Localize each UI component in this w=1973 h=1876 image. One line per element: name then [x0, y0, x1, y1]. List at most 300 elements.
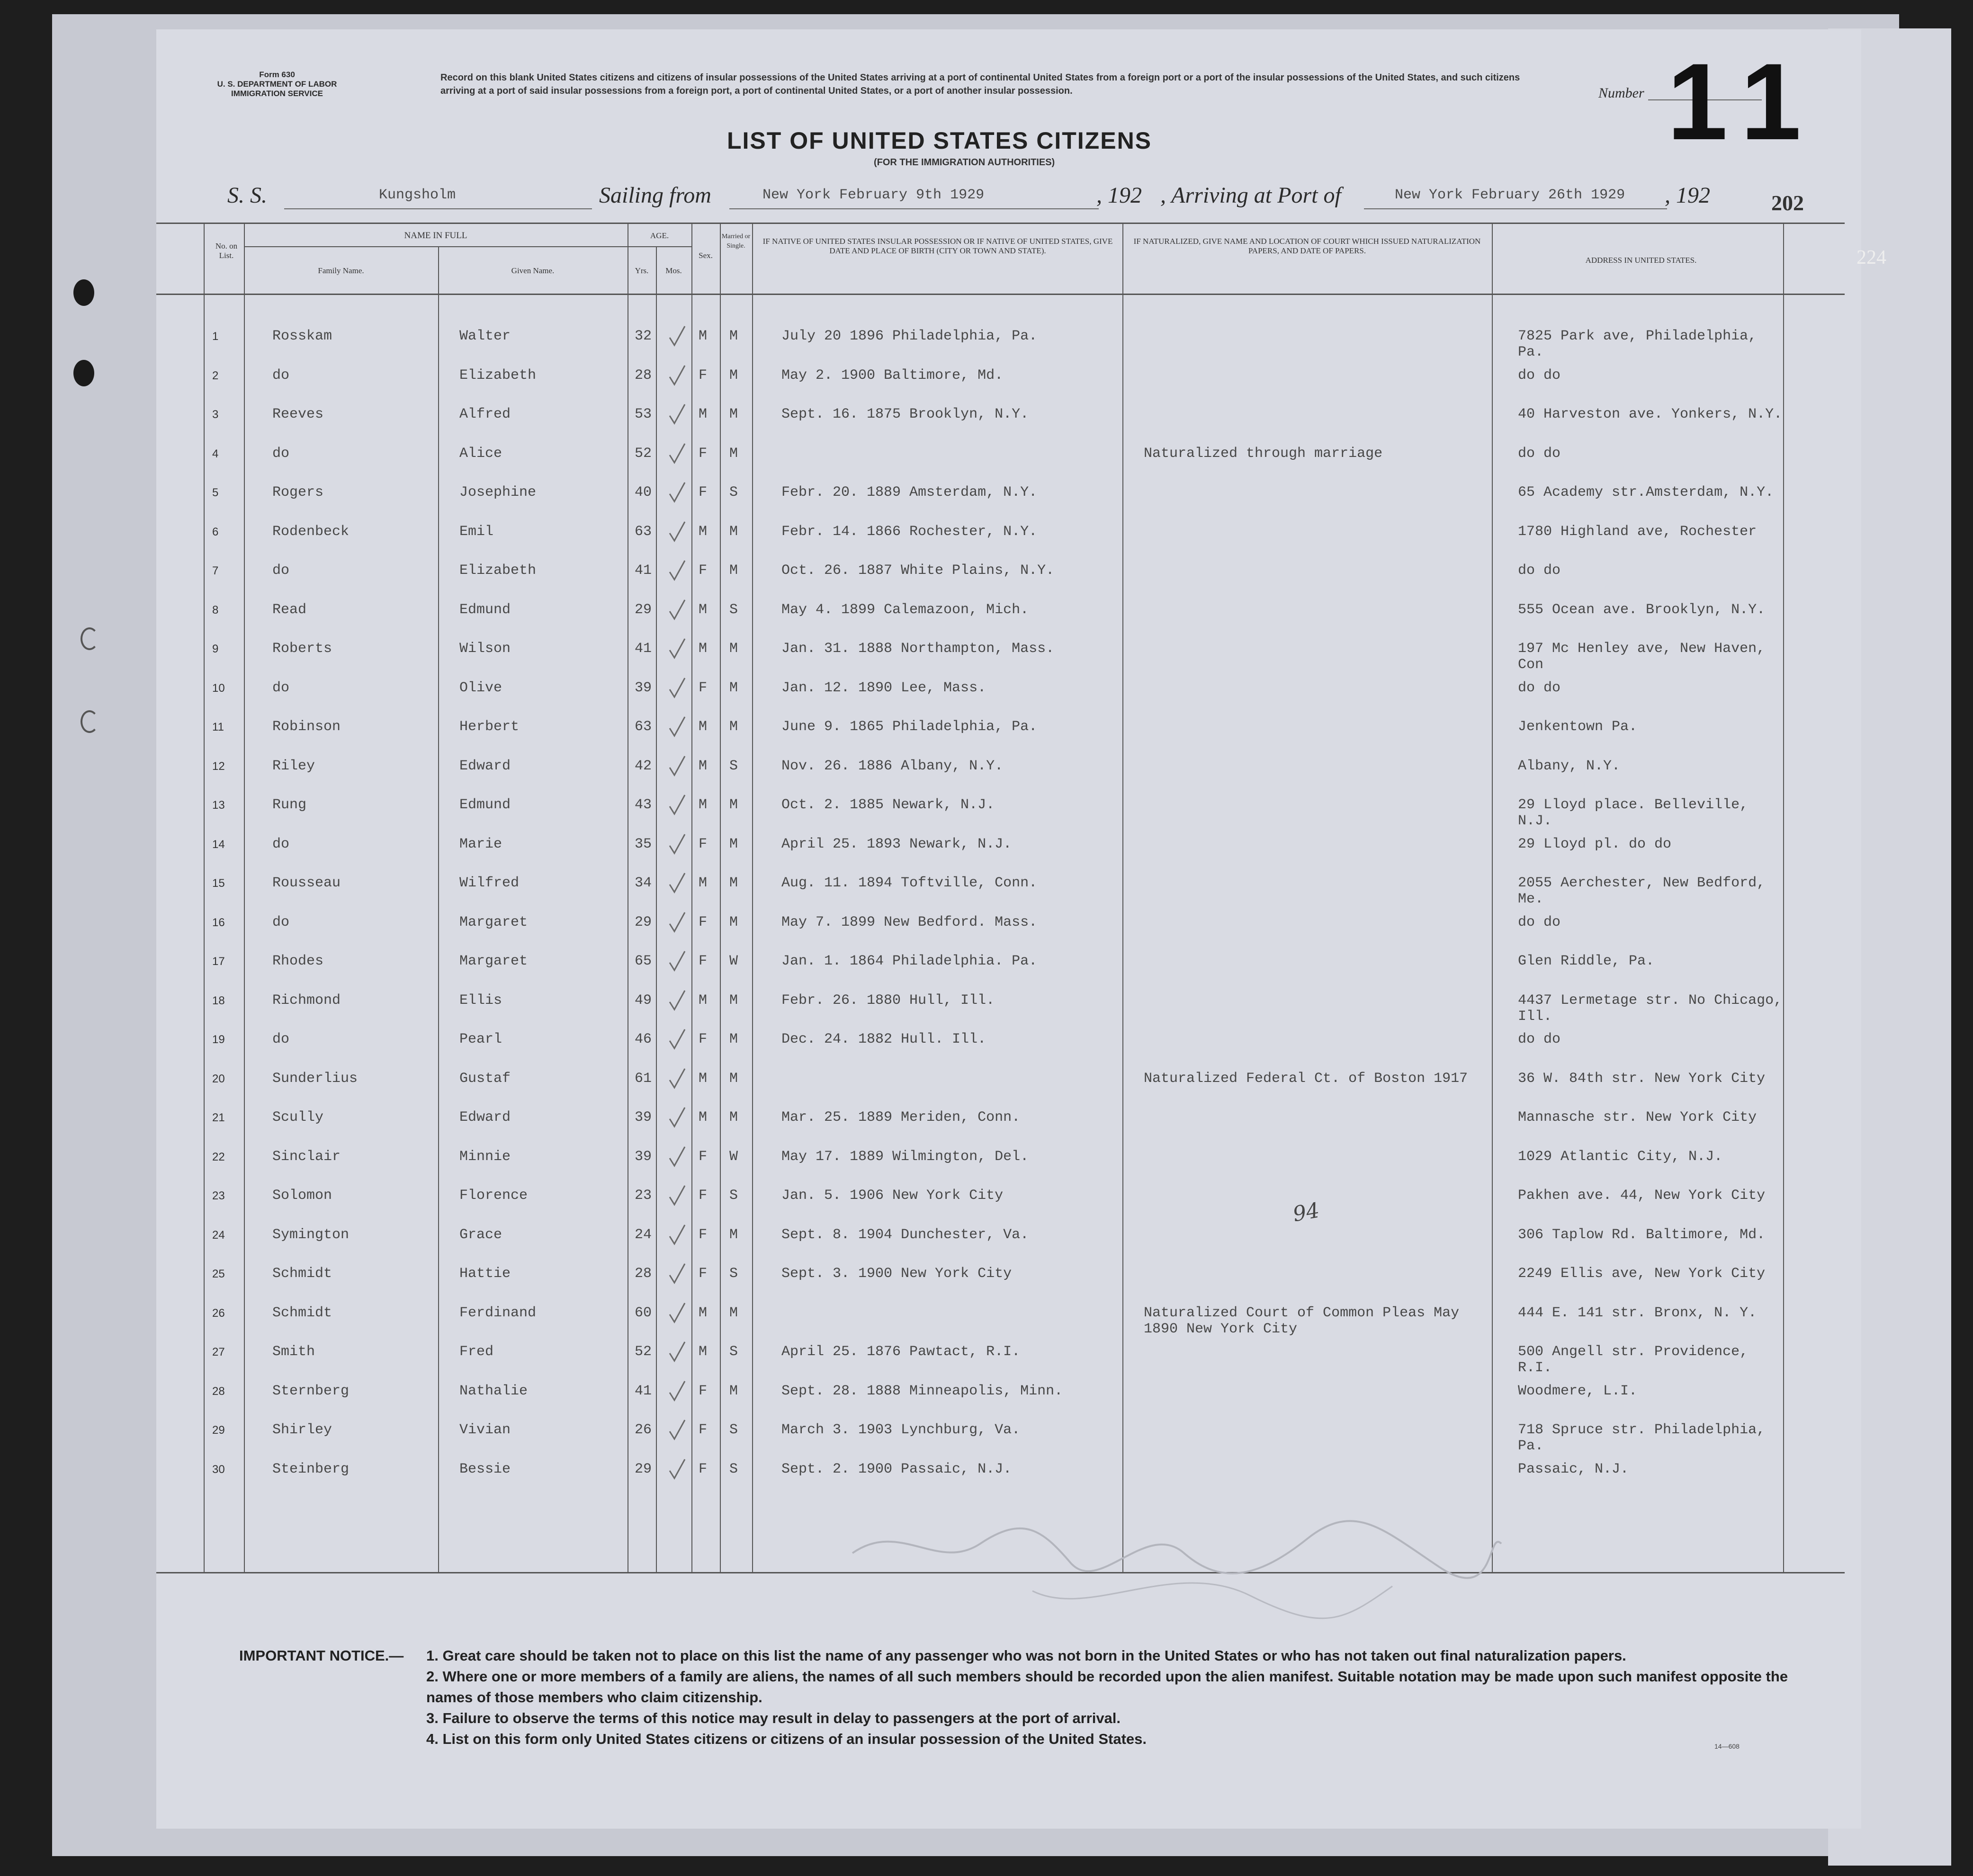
naturalization-info: Naturalized Court of Common Pleas May 1890 New York City — [1144, 1304, 1460, 1337]
sex: F — [699, 836, 708, 852]
table-row — [156, 788, 1845, 827]
family-name: do — [272, 1031, 290, 1047]
table-row — [156, 1257, 1845, 1296]
marital-status: W — [729, 953, 738, 969]
table-header-rule — [156, 294, 1845, 295]
us-address: 7825 Park ave, Philadelphia, Pa. — [1518, 328, 1757, 360]
year-prefix-2: , 192 — [1665, 183, 1710, 208]
table-row — [156, 1453, 1845, 1492]
given-name: Emil — [459, 523, 494, 540]
row-number: 20 — [212, 1072, 225, 1085]
family-name: Riley — [272, 758, 315, 774]
us-address: Albany, N.Y. — [1518, 758, 1621, 774]
family-name: Richmond — [272, 992, 341, 1009]
check-mark-icon — [668, 364, 687, 387]
sex: F — [699, 953, 708, 969]
table-row — [156, 359, 1845, 398]
table-row — [156, 515, 1845, 554]
given-name: Wilson — [459, 641, 511, 657]
row-number: 13 — [212, 799, 225, 812]
age-years: 41 — [635, 563, 652, 579]
birth-info: Mar. 25. 1889 Meriden, Conn. — [781, 1109, 1021, 1126]
age-years: 34 — [635, 875, 652, 891]
sex: M — [699, 601, 708, 618]
birth-info: June 9. 1865 Philadelphia, Pa. — [781, 719, 1038, 735]
notice-items — [426, 1645, 1800, 1750]
check-mark-icon — [668, 832, 687, 856]
marital-status: M — [729, 328, 738, 344]
us-address: 1780 Highland ave, Rochester — [1518, 523, 1757, 540]
age-years: 42 — [635, 758, 652, 774]
given-name: Alfred — [459, 406, 511, 422]
sex: M — [699, 719, 708, 735]
table-row — [156, 398, 1845, 437]
row-number: 24 — [212, 1228, 225, 1242]
given-name: Wilfred — [459, 875, 520, 891]
notice-item-4: 4. List on this form only United States citizens or citizens of an insular possession of the United States. — [426, 1731, 1147, 1747]
marital-status: M — [729, 1109, 738, 1126]
form-instructions: Record on this blank United States citizens and citizens of insular possessions of the United States arriving at a port of continental United States from a foreign port or a port of the insular possessions of the United States, and such citizens arriving at a port of said insular possessions from a foreign port, a port of continental United States, or a port of another insular possession. — [440, 72, 1520, 96]
birth-info: Nov. 26. 1886 Albany, N.Y. — [781, 758, 1004, 774]
table-row — [156, 1023, 1845, 1062]
family-name: do — [272, 836, 290, 852]
family-name: Sternberg — [272, 1383, 350, 1399]
us-address: 2055 Aerchester, New Bedford, Me. — [1518, 875, 1766, 907]
given-name: Josephine — [459, 484, 537, 500]
sex: M — [699, 1304, 708, 1321]
family-name: Rogers — [272, 484, 324, 500]
birth-info: Sept. 3. 1900 New York City — [781, 1266, 1012, 1282]
sex: F — [699, 484, 708, 500]
sex: F — [699, 1422, 708, 1438]
row-number: 7 — [212, 564, 219, 577]
row-number: 3 — [212, 408, 219, 421]
us-address: 197 Mc Henley ave, New Haven, Con — [1518, 641, 1766, 673]
sex: M — [699, 875, 708, 891]
marital-status: S — [729, 1461, 738, 1477]
us-address: 40 Harveston ave. Yonkers, N.Y. — [1518, 406, 1783, 422]
birth-info: Oct. 26. 1887 White Plains, N.Y. — [781, 563, 1055, 579]
check-mark-icon — [668, 1301, 687, 1325]
table-row — [156, 984, 1845, 1023]
sex: F — [699, 1266, 708, 1282]
marital-status: M — [729, 679, 738, 696]
sex: M — [699, 328, 708, 344]
table-row — [156, 554, 1845, 593]
family-name: do — [272, 563, 290, 579]
table-row — [156, 320, 1845, 358]
given-name: Edward — [459, 1109, 511, 1126]
passenger-table — [156, 223, 1845, 1572]
age-years: 28 — [635, 367, 652, 384]
birth-info: Sept. 28. 1888 Minneapolis, Minn. — [781, 1383, 1063, 1399]
given-name: Elizabeth — [459, 367, 537, 384]
us-address: Mannasche str. New York City — [1518, 1109, 1757, 1126]
marital-status: M — [729, 1226, 738, 1243]
age-years: 53 — [635, 406, 652, 422]
birth-info: Jan. 5. 1906 New York City — [781, 1188, 1004, 1204]
given-name: Edmund — [459, 601, 511, 618]
col-header-address: ADDRESS IN UNITED STATES. — [1585, 256, 1697, 265]
table-row — [156, 671, 1845, 710]
birth-info: May 17. 1889 Wilmington, Del. — [781, 1148, 1029, 1165]
given-name: Elizabeth — [459, 563, 537, 579]
marital-status: M — [729, 875, 738, 891]
birth-info: May 4. 1899 Calemazoon, Mich. — [781, 601, 1029, 618]
us-address: Passaic, N.J. — [1518, 1461, 1629, 1477]
punch-hole-mark — [81, 627, 99, 650]
age-years: 61 — [635, 1070, 652, 1087]
us-address: 444 E. 141 str. Bronx, N. Y. — [1518, 1304, 1757, 1321]
col-header-yrs: Yrs. — [635, 266, 649, 275]
family-name: Scully — [272, 1109, 324, 1126]
check-mark-icon — [668, 1184, 687, 1207]
sex: M — [699, 1070, 708, 1087]
marital-status: M — [729, 914, 738, 930]
family-name: do — [272, 367, 290, 384]
check-mark-icon — [668, 1340, 687, 1364]
family-name: Schmidt — [272, 1304, 332, 1321]
ship-name-line — [284, 208, 592, 209]
family-name: Steinberg — [272, 1461, 350, 1477]
given-name: Pearl — [459, 1031, 502, 1047]
family-name: Shirley — [272, 1422, 332, 1438]
given-name: Herbert — [459, 719, 520, 735]
sex: F — [699, 1226, 708, 1243]
form-subtitle: (FOR THE IMMIGRATION AUTHORITIES) — [874, 157, 1055, 168]
given-name: Olive — [459, 679, 502, 696]
birth-info: Febr. 26. 1880 Hull, Ill. — [781, 992, 995, 1009]
family-name: Smith — [272, 1344, 315, 1360]
family-name: Sunderlius — [272, 1070, 358, 1087]
col-header-no: No. on List. — [215, 241, 238, 260]
col-header-given: Given Name. — [511, 266, 555, 275]
check-mark-icon — [668, 715, 687, 739]
sex: F — [699, 1031, 708, 1047]
sex: F — [699, 1188, 708, 1204]
marital-status: M — [729, 1070, 738, 1087]
table-row — [156, 945, 1845, 983]
family-name: do — [272, 914, 290, 930]
marital-status: M — [729, 563, 738, 579]
row-number: 6 — [212, 525, 219, 538]
age-years: 39 — [635, 679, 652, 696]
birth-info: May 7. 1899 New Bedford. Mass. — [781, 914, 1038, 930]
sailing-value: New York February 9th 1929 — [762, 187, 985, 203]
col-header-family: Family Name. — [318, 266, 364, 275]
us-address: 1029 Atlantic City, N.J. — [1518, 1148, 1723, 1165]
handwritten-count: 94 — [1291, 1198, 1322, 1227]
ss-label: S. S. — [227, 183, 267, 208]
table-row — [156, 1335, 1845, 1374]
given-name: Margaret — [459, 914, 528, 930]
sex: F — [699, 914, 708, 930]
marital-status: M — [729, 797, 738, 813]
family-name: Robinson — [272, 719, 341, 735]
birth-info: Aug. 11. 1894 Toftville, Conn. — [781, 875, 1038, 891]
table-row — [156, 1218, 1845, 1257]
us-address: do do — [1518, 1031, 1561, 1047]
row-number: 17 — [212, 955, 225, 968]
table-row — [156, 710, 1845, 749]
age-years: 41 — [635, 641, 652, 657]
table-row — [156, 867, 1845, 905]
sex: M — [699, 1109, 708, 1126]
birth-info: Jan. 12. 1890 Lee, Mass. — [781, 679, 986, 696]
col-header-naturalized: IF NATURALIZED, GIVE NAME AND LOCATION OF COURT WHICH ISSUED NATURALIZATION PAPERS, AND DATE OF PAPERS. — [1133, 237, 1481, 255]
table-top-rule — [156, 223, 1845, 224]
check-mark-icon — [668, 676, 687, 700]
form-title: LIST OF UNITED STATES CITIZENS — [727, 127, 1152, 154]
birth-info: Febr. 20. 1889 Amsterdam, N.Y. — [781, 484, 1038, 500]
us-address: 29 Lloyd pl. do do — [1518, 836, 1672, 852]
age-years: 32 — [635, 328, 652, 344]
given-name: Edmund — [459, 797, 511, 813]
us-address: 306 Taplow Rd. Baltimore, Md. — [1518, 1226, 1766, 1243]
birth-info: Sept. 16. 1875 Brooklyn, N.Y. — [781, 406, 1029, 422]
us-address: Jenkentown Pa. — [1518, 719, 1638, 735]
sex: F — [699, 1148, 708, 1165]
birth-info: May 2. 1900 Baltimore, Md. — [781, 367, 1004, 384]
table-row — [156, 1062, 1845, 1101]
family-name: Sinclair — [272, 1148, 341, 1165]
table-row — [156, 1101, 1845, 1140]
family-name: Symington — [272, 1226, 350, 1243]
marital-status: S — [729, 601, 738, 618]
check-mark-icon — [668, 402, 687, 426]
given-name: Minnie — [459, 1148, 511, 1165]
marital-status: M — [729, 836, 738, 852]
us-address: 4437 Lermetage str. No Chicago, Ill. — [1518, 992, 1783, 1025]
row-number: 5 — [212, 486, 219, 499]
marital-status: S — [729, 1266, 738, 1282]
row-number: 19 — [212, 1033, 225, 1046]
given-name: Edward — [459, 758, 511, 774]
number-label: Number — [1598, 85, 1644, 101]
ship-name: Kungsholm — [379, 187, 456, 203]
row-number: 10 — [212, 681, 225, 695]
age-years: 41 — [635, 1383, 652, 1399]
age-years: 29 — [635, 601, 652, 618]
row-number: 8 — [212, 603, 219, 616]
row-number: 16 — [212, 916, 225, 929]
row-number: 1 — [212, 330, 219, 343]
table-row — [156, 1179, 1845, 1218]
row-number: 21 — [212, 1111, 225, 1124]
check-mark-icon — [668, 1379, 687, 1403]
us-address: 2249 Ellis ave, New York City — [1518, 1266, 1766, 1282]
us-address: 718 Spruce str. Philadelphia, Pa. — [1518, 1422, 1766, 1454]
us-address: 65 Academy str.Amsterdam, N.Y. — [1518, 484, 1774, 500]
age-years: 40 — [635, 484, 652, 500]
row-number: 15 — [212, 877, 225, 890]
row-number: 26 — [212, 1306, 225, 1320]
given-name: Vivian — [459, 1422, 511, 1438]
punch-hole — [73, 360, 94, 386]
notice-item-1: 1. Great care should be taken not to place on this list the name of any passenger who was not born in the United States or who has not taken out final naturalization papers. — [426, 1647, 1626, 1664]
page-number-1: 202 — [1771, 191, 1804, 215]
age-years: 24 — [635, 1226, 652, 1243]
us-address: 555 Ocean ave. Brooklyn, N.Y. — [1518, 601, 1766, 618]
age-years: 39 — [635, 1148, 652, 1165]
birth-info: April 25. 1876 Pawtact, R.I. — [781, 1344, 1021, 1360]
marital-status: M — [729, 641, 738, 657]
family-name: Rung — [272, 797, 307, 813]
table-row — [156, 906, 1845, 945]
check-mark-icon — [668, 871, 687, 895]
arriving-line — [1364, 208, 1667, 209]
sex: M — [699, 992, 708, 1009]
table-row — [156, 750, 1845, 788]
check-mark-icon — [668, 559, 687, 582]
family-name: Rousseau — [272, 875, 341, 891]
table-row — [156, 1375, 1845, 1413]
age-years: 49 — [635, 992, 652, 1009]
punch-hole-mark — [81, 710, 99, 733]
check-mark-icon — [668, 1145, 687, 1169]
col-header-birth: IF NATIVE OF UNITED STATES INSULAR POSSESSION OR IF NATIVE OF UNITED STATES, GIVE DATE AND PLACE OF BIRTH (CITY OR TOWN AND STATE). — [762, 237, 1113, 255]
col-header-sex: Sex. — [699, 251, 713, 260]
sex: M — [699, 523, 708, 540]
sex: M — [699, 758, 708, 774]
row-number: 11 — [212, 721, 224, 733]
given-name: Alice — [459, 445, 502, 462]
given-name: Nathalie — [459, 1383, 528, 1399]
row-number: 27 — [212, 1346, 225, 1358]
naturalization-info: Naturalized Federal Ct. of Boston 1917 — [1144, 1070, 1468, 1087]
subhead-rule — [244, 246, 691, 247]
row-number: 30 — [212, 1463, 225, 1476]
family-name: Schmidt — [272, 1266, 332, 1282]
us-address: Woodmere, L.I. — [1518, 1383, 1638, 1399]
table-row — [156, 828, 1845, 867]
notice-item-3: 3. Failure to observe the terms of this notice may result in delay to passengers at the port of arrival. — [426, 1710, 1121, 1726]
marital-status: M — [729, 1304, 738, 1321]
given-name: Bessie — [459, 1461, 511, 1477]
check-mark-icon — [668, 598, 687, 622]
birth-info: Sept. 2. 1900 Passaic, N.J. — [781, 1461, 1012, 1477]
age-years: 65 — [635, 953, 652, 969]
form-id-block — [199, 70, 355, 98]
birth-info: Febr. 14. 1866 Rochester, N.Y. — [781, 523, 1038, 540]
age-years: 29 — [635, 914, 652, 930]
service-name: IMMIGRATION SERVICE — [231, 89, 323, 98]
family-name: Solomon — [272, 1188, 332, 1204]
marital-status: M — [729, 523, 738, 540]
col-header-married: Married or Single. — [721, 233, 751, 250]
given-name: Fred — [459, 1344, 494, 1360]
signature — [843, 1501, 1506, 1624]
row-number: 23 — [212, 1189, 225, 1202]
check-mark-icon — [668, 754, 687, 778]
check-mark-icon — [668, 1223, 687, 1247]
sex: M — [699, 1344, 708, 1360]
given-name: Ellis — [459, 992, 502, 1009]
naturalization-info: Naturalized through marriage — [1144, 445, 1383, 462]
table-row — [156, 1140, 1845, 1179]
given-name: Gustaf — [459, 1070, 511, 1087]
col-header-name: NAME IN FULL — [404, 231, 467, 241]
age-years: 39 — [635, 1109, 652, 1126]
check-mark-icon — [668, 1457, 687, 1481]
check-mark-icon — [668, 949, 687, 973]
sex: F — [699, 679, 708, 696]
sex: M — [699, 797, 708, 813]
marital-status: S — [729, 1422, 738, 1438]
family-name: do — [272, 679, 290, 696]
us-address: Pakhen ave. 44, New York City — [1518, 1188, 1766, 1204]
family-name: Rhodes — [272, 953, 324, 969]
birth-info: Oct. 2. 1885 Newark, N.J. — [781, 797, 995, 813]
check-mark-icon — [668, 989, 687, 1012]
row-number: 4 — [212, 447, 219, 460]
us-address: do do — [1518, 367, 1561, 384]
age-years: 60 — [635, 1304, 652, 1321]
us-address: 36 W. 84th str. New York City — [1518, 1070, 1766, 1087]
row-number: 18 — [212, 994, 225, 1007]
arriving-value: New York February 26th 1929 — [1395, 187, 1625, 203]
us-address: do do — [1518, 563, 1561, 579]
birth-info: Sept. 8. 1904 Dunchester, Va. — [781, 1226, 1029, 1243]
us-address: 500 Angell str. Providence, R.I. — [1518, 1344, 1749, 1376]
age-years: 28 — [635, 1266, 652, 1282]
list-number: 11 — [1667, 41, 1821, 162]
age-years: 23 — [635, 1188, 652, 1204]
row-number: 28 — [212, 1385, 225, 1398]
table-row — [156, 632, 1845, 671]
birth-info: July 20 1896 Philadelphia, Pa. — [781, 328, 1038, 344]
check-mark-icon — [668, 442, 687, 465]
age-years: 43 — [635, 797, 652, 813]
us-address: 29 Lloyd place. Belleville, N.J. — [1518, 797, 1749, 829]
birth-info: Dec. 24. 1882 Hull. Ill. — [781, 1031, 986, 1047]
form-number: Form 630 — [259, 70, 295, 79]
sex: F — [699, 1383, 708, 1399]
age-years: 52 — [635, 1344, 652, 1360]
age-years: 52 — [635, 445, 652, 462]
us-address: do do — [1518, 679, 1561, 696]
family-name: Reeves — [272, 406, 324, 422]
col-header-mos: Mos. — [665, 266, 682, 275]
row-number: 2 — [212, 369, 219, 382]
form-code: 14—608 — [1714, 1742, 1740, 1750]
marital-status: M — [729, 719, 738, 735]
given-name: Margaret — [459, 953, 528, 969]
check-mark-icon — [668, 1067, 687, 1090]
row-number: 9 — [212, 643, 219, 655]
table-row — [156, 476, 1845, 515]
given-name: Walter — [459, 328, 511, 344]
punch-hole — [73, 279, 94, 306]
check-mark-icon — [668, 520, 687, 544]
check-mark-icon — [668, 1027, 687, 1051]
marital-status: M — [729, 992, 738, 1009]
marital-status: M — [729, 406, 738, 422]
given-name: Grace — [459, 1226, 502, 1243]
arriving-label: , Arriving at Port of — [1160, 183, 1341, 208]
age-years: 29 — [635, 1461, 652, 1477]
marital-status: S — [729, 1344, 738, 1360]
sex: M — [699, 406, 708, 422]
row-number: 29 — [212, 1424, 225, 1437]
birth-info: Jan. 1. 1864 Philadelphia. Pa. — [781, 953, 1038, 969]
row-number: 12 — [212, 759, 225, 773]
us-address: do do — [1518, 445, 1561, 462]
row-number: 22 — [212, 1150, 225, 1163]
table-row — [156, 1296, 1845, 1335]
birth-info: Jan. 31. 1888 Northampton, Mass. — [781, 641, 1055, 657]
check-mark-icon — [668, 637, 687, 661]
